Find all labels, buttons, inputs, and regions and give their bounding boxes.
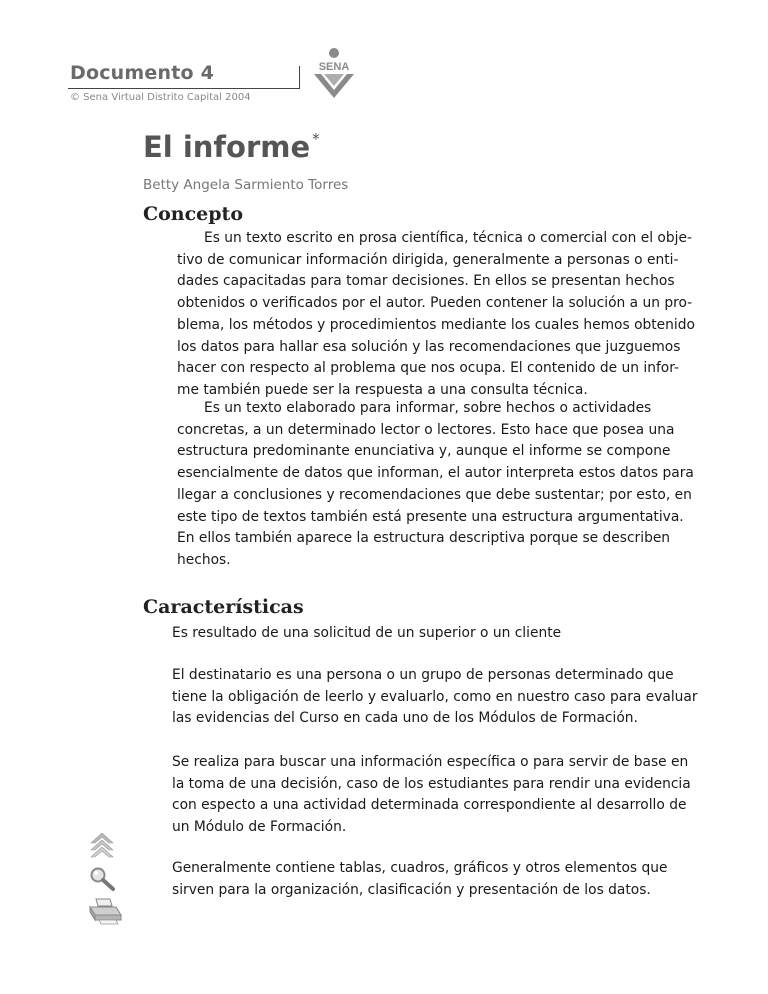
header-rule (68, 88, 300, 89)
sena-logo (306, 46, 362, 102)
text-line: estructura predominante enunciativa y, aunque el informe se compone (177, 443, 671, 460)
text-line: obtenidos o verificados por el autor. Pueden contener la solución a un pro- (177, 295, 693, 312)
characteristic-item (172, 623, 712, 645)
characteristic-item (172, 858, 712, 901)
page-title (143, 130, 320, 164)
text-line: la toma de una decisión, caso de los estudiantes para rendir una evidencia (172, 775, 691, 792)
text-line: tivo de comunicar información dirigida, generalmente a personas o enti- (177, 251, 679, 268)
paragraph-concepto-1 (177, 228, 707, 402)
text-line: llegar a conclusiones y recomendaciones que debe sustentar; por esto, en (177, 486, 692, 503)
text-line: me también puede ser la respuesta a una consulta técnica. (177, 381, 588, 398)
section-heading-caracteristicas: Características (143, 596, 304, 618)
printer-icon[interactable] (86, 897, 124, 925)
text-line: Es un texto escrito en prosa científica, técnica o comercial con el obje- (204, 230, 692, 246)
characteristic-item (172, 665, 712, 730)
text-line: En ellos también aparece la estructura descriptiva porque se describen (177, 530, 671, 547)
title-text: El informe (143, 130, 311, 164)
copyright-note: © Sena Virtual Distrito Capital 2004 (70, 92, 251, 103)
text-line: hacer con respecto al problema que nos ocupa. El contenido de un infor- (177, 360, 680, 377)
text-line: blema, los métodos y procedimientos mediante los cuales hemos obtenido (177, 316, 695, 333)
text-line: El destinatario es una persona o un grupo de personas determinado que (172, 667, 674, 683)
title-footnote-mark: * (312, 130, 320, 148)
logo-text: SENA (318, 61, 350, 73)
text-line: los datos para hallar esa solución y las recomendaciones que juzguemos (177, 338, 681, 355)
text-line: Es un texto elaborado para informar, sobre hechos o actividades (204, 400, 652, 416)
section-heading-concepto: Concepto (143, 203, 244, 225)
header-divider (299, 66, 300, 89)
text-line: Es resultado de una solicitud de un superior o un cliente (172, 625, 562, 641)
text-line: esencialmente de datos que informan, el autor interpreta estos datos para (177, 465, 694, 482)
text-line: dades capacitadas para tomar decisiones. En ellos se presentan hechos (177, 273, 675, 290)
magnifier-icon[interactable] (88, 866, 116, 892)
text-line: sirven para la organización, clasificación y presentación de los datos. (172, 881, 651, 898)
text-line: tiene la obligación de leerlo y evaluarlo, como en nuestro caso para evaluar (172, 688, 698, 705)
author-name: Betty Angela Sarmiento Torres (143, 177, 349, 193)
text-line: las evidencias del Curso en cada uno de los Módulos de Formación. (172, 710, 638, 727)
chevrons-up-icon[interactable] (88, 830, 116, 858)
document-label: Documento 4 (70, 62, 214, 84)
paragraph-concepto-2 (177, 398, 707, 572)
characteristic-item (172, 752, 712, 839)
text-line: Generalmente contiene tablas, cuadros, gráficos y otros elementos que (172, 860, 668, 876)
text-line: con especto a una actividad determinada correspondiente al desarrollo de (172, 797, 687, 814)
text-line: Se realiza para buscar una información específica o para servir de base en (172, 754, 689, 770)
text-line: hechos. (177, 551, 231, 568)
text-line: concretas, a un determinado lector o lectores. Esto hace que posea una (177, 421, 675, 438)
text-line: un Módulo de Formación. (172, 819, 347, 836)
text-line: este tipo de textos también está presente una estructura argumentativa. (177, 508, 684, 525)
